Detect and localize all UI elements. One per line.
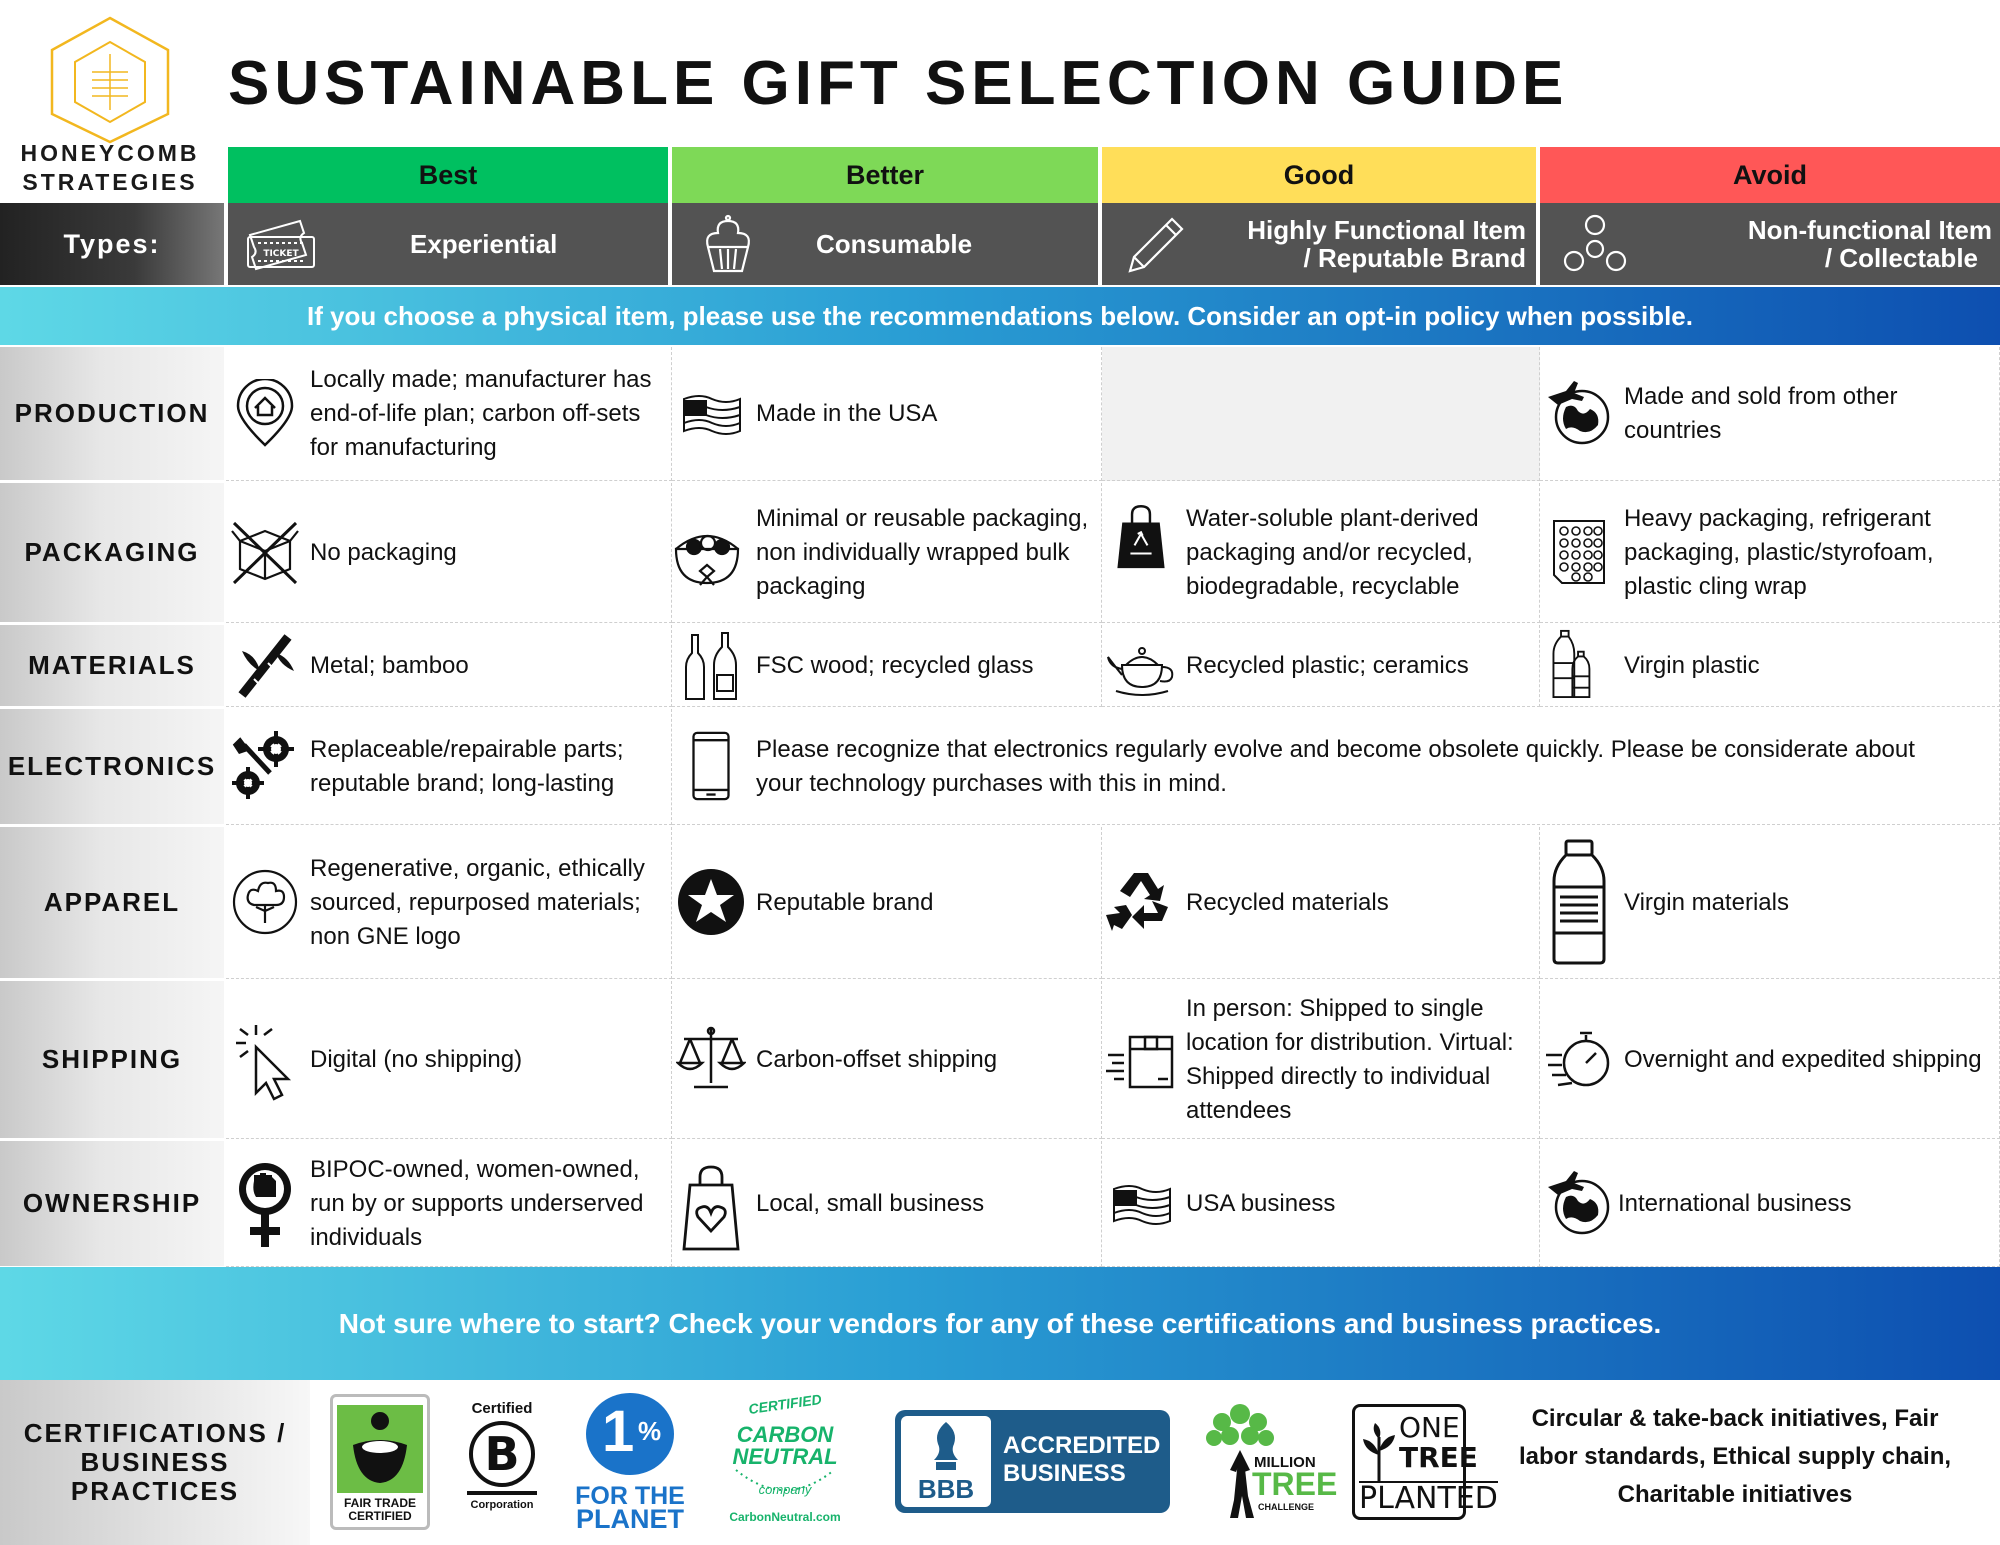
apparel-best-text: Regenerative, organic, ethically sourced, repurposed materials; non GNE logo — [310, 854, 645, 950]
apparel-good-cell — [1102, 827, 1540, 979]
one-percent-line2: PLANET — [576, 1504, 684, 1534]
fast-box-icon — [1106, 1025, 1176, 1095]
ownership-good-text: USA business — [1186, 1189, 1336, 1217]
b-corp-letter: B — [469, 1421, 535, 1487]
materials-best-cell — [226, 625, 672, 707]
bottom-banner: Not sure where to start? Check your vendors for any of these certifications and business practices. — [0, 1267, 2000, 1380]
tier-best: Best — [228, 147, 668, 203]
type-consumable — [672, 203, 1098, 285]
cotton-icon — [230, 867, 300, 937]
million-line1: MILLION — [1254, 1454, 1316, 1471]
carbon-line2: NEUTRAL — [732, 1444, 838, 1469]
materials-better-cell — [672, 625, 1102, 707]
shipping-best-cell — [226, 981, 672, 1139]
cupcake-icon — [686, 213, 768, 275]
cursor-click-icon — [230, 1021, 300, 1101]
materials-better-text: FSC wood; recycled glass — [756, 651, 1034, 679]
globe-airplane-icon — [1544, 377, 1614, 447]
smartphone-icon — [676, 731, 746, 801]
water-bottle-icon — [1544, 837, 1614, 967]
otp-line1: ONE — [1399, 1411, 1460, 1444]
type-functional-line2: / Reputable Brand — [1303, 243, 1526, 273]
us-flag-icon — [1106, 1169, 1176, 1239]
fidget-spinner-icon — [1554, 213, 1636, 275]
shipping-avoid-text: Overnight and expedited shipping — [1624, 1045, 1982, 1073]
ownership-better-cell — [672, 1141, 1102, 1267]
row-label-packaging: PACKAGING — [0, 483, 224, 623]
one-percent-number: 1 — [602, 1399, 635, 1464]
star-badge-icon — [676, 867, 746, 937]
packaging-avoid-cell — [1540, 483, 2000, 623]
certifications-label-line3: PRACTICES — [70, 1476, 240, 1506]
ticket-icon — [242, 213, 324, 275]
packaging-avoid-text: Heavy packaging, refrigerant packaging, plastic/styrofoam, plastic cling wrap — [1624, 504, 1934, 600]
tier-good: Good — [1102, 147, 1536, 203]
packaging-best-cell — [226, 483, 672, 623]
certifications-label — [0, 1380, 310, 1545]
page-title: SUSTAINABLE GIFT SELECTION GUIDE — [228, 49, 1569, 118]
brand-line-2: STRATEGIES — [22, 169, 198, 195]
million-tree-logo — [1200, 1400, 1338, 1530]
ownership-avoid-cell — [1540, 1141, 2000, 1267]
balance-scale-icon — [676, 1023, 746, 1093]
type-non-functional-line1: Non-functional Item — [1747, 215, 1992, 245]
carbon-arc-dots-icon — [730, 1466, 840, 1506]
gift-basket-icon — [672, 519, 742, 589]
recycle-icon — [1106, 867, 1176, 937]
pencil-icon — [1116, 213, 1198, 275]
us-flag-icon — [676, 379, 746, 449]
plastic-bottles-icon — [1544, 629, 1614, 699]
carbon-neutral-logo — [720, 1390, 850, 1534]
apparel-good-text: Recycled materials — [1186, 888, 1389, 916]
packaging-best-text: No packaging — [310, 538, 457, 566]
type-experiential — [228, 203, 668, 285]
bbb-accredited-logo — [895, 1410, 1170, 1513]
row-label-shipping: SHIPPING — [0, 981, 224, 1139]
sapling-icon — [1361, 1421, 1397, 1485]
certifications-label-line1: CERTIFICATIONS / — [23, 1418, 287, 1448]
fair-trade-logo — [330, 1394, 430, 1530]
carbon-arc-text: CERTIFIED — [747, 1390, 823, 1418]
b-corp-logo — [460, 1400, 544, 1520]
production-avoid-text: Made and sold from other countries — [1624, 382, 1898, 444]
bubble-wrap-icon — [1544, 517, 1614, 587]
electronics-note-text: Please recognize that electronics regularly evolve and become obsolete quickly. Please be considerate about your technology purchases with this in mind. — [756, 735, 1915, 797]
ownership-better-text: Local, small business — [756, 1189, 985, 1217]
heart-bag-icon — [676, 1163, 746, 1253]
production-avoid-cell — [1540, 347, 2000, 481]
otp-line2: TREE — [1399, 1441, 1478, 1474]
honeycomb-hexagon-icon — [40, 14, 180, 144]
materials-good-text: Recycled plastic; ceramics — [1186, 651, 1469, 679]
practices-line3: Charitable initiatives — [1617, 1481, 1853, 1508]
materials-avoid-text: Virgin plastic — [1624, 651, 1760, 679]
row-label-electronics: ELECTRONICS — [0, 709, 224, 825]
globe-airplane-icon — [1544, 1167, 1614, 1237]
electronics-best-text: Replaceable/repairable parts; reputable brand; long-lasting — [310, 735, 624, 797]
ownership-avoid-text: International business — [1618, 1189, 1852, 1217]
bbb-line1: ACCREDITED — [1003, 1432, 1161, 1459]
fair-trade-line2: CERTIFIED — [348, 1509, 412, 1523]
business-practices-text — [1490, 1400, 1980, 1514]
recycle-bag-icon — [1106, 503, 1176, 573]
one-tree-planted-logo — [1352, 1404, 1498, 1520]
fair-trade-line1: FAIR TRADE — [344, 1496, 416, 1510]
production-best-cell — [226, 347, 672, 481]
location-home-icon — [230, 379, 300, 449]
production-good-cell — [1102, 347, 1540, 481]
electronics-best-cell — [226, 709, 672, 825]
type-functional — [1102, 203, 1536, 285]
practices-line1: Circular & take-back initiatives, Fair — [1531, 1405, 1939, 1432]
type-non-functional-line2: / Collectable — [1824, 243, 1978, 273]
one-percent-sign: % — [638, 1416, 662, 1446]
row-label-materials: MATERIALS — [0, 625, 224, 707]
types-label: Types: — [0, 203, 224, 285]
shipping-better-cell — [672, 981, 1102, 1139]
fair-trade-emblem-icon — [333, 1401, 427, 1497]
shipping-best-text: Digital (no shipping) — [310, 1045, 523, 1073]
certifications-label-line2: BUSINESS — [80, 1447, 230, 1477]
bbb-torch-icon — [916, 1420, 976, 1472]
apparel-best-cell — [226, 827, 672, 979]
bbb-line2: BUSINESS — [1003, 1460, 1126, 1487]
apparel-avoid-cell — [1540, 827, 2000, 979]
materials-best-text: Metal; bamboo — [310, 651, 469, 679]
one-percent-line1: FOR THE — [575, 1482, 685, 1510]
materials-avoid-cell — [1540, 625, 2000, 707]
million-line3: CHALLENGE — [1258, 1502, 1314, 1512]
carbon-line1: CARBON — [736, 1422, 834, 1447]
tier-avoid: Avoid — [1540, 147, 2000, 203]
top-banner: If you choose a physical item, please use the recommendations below. Consider an opt-in policy when possible. — [0, 287, 2000, 345]
type-functional-line1: Highly Functional Item — [1247, 215, 1526, 245]
brand-line-1: HONEYCOMB — [20, 140, 200, 166]
row-label-ownership: OWNERSHIP — [0, 1141, 224, 1267]
apparel-better-cell — [672, 827, 1102, 979]
packaging-better-text: Minimal or reusable packaging, non individually wrapped bulk packaging — [756, 504, 1089, 600]
production-better-cell — [672, 347, 1102, 481]
ownership-best-cell — [226, 1141, 672, 1267]
carbon-url: CarbonNeutral.com — [729, 1510, 841, 1524]
type-experiential-label: Experiential — [410, 229, 558, 259]
shipping-good-text: In person: Shipped to single location for distribution. Virtual: Shipped directly to individual attendees — [1186, 994, 1514, 1124]
production-better-text: Made in the USA — [756, 399, 938, 427]
electronics-better-span-cell — [672, 709, 2000, 825]
practices-line2: labor standards, Ethical supply chain, — [1518, 1443, 1952, 1470]
apparel-better-text: Reputable brand — [756, 888, 934, 916]
shipping-better-text: Carbon-offset shipping — [756, 1045, 998, 1073]
ownership-good-cell — [1102, 1141, 1540, 1267]
packaging-good-text: Water-soluble plant-derived packaging and/or recycled, biodegradable, recyclable — [1186, 504, 1479, 600]
row-label-apparel: APPAREL — [0, 827, 224, 979]
stopwatch-icon — [1544, 1025, 1614, 1095]
packaging-better-cell — [672, 483, 1102, 623]
type-non-functional — [1540, 203, 2000, 285]
bbb-mark-text: BBB — [917, 1474, 975, 1504]
svg-text:TICKET: TICKET — [263, 249, 299, 259]
honeycomb-logo — [20, 14, 200, 200]
b-corp-top-text: Certified — [471, 1400, 533, 1417]
row-label-production: PRODUCTION — [0, 347, 224, 481]
crossed-box-icon — [230, 517, 300, 587]
apparel-avoid-text: Virgin materials — [1624, 888, 1789, 916]
female-fist-icon — [230, 1159, 300, 1249]
type-consumable-label: Consumable — [816, 229, 973, 259]
packaging-good-cell — [1102, 483, 1540, 623]
b-corp-bottom-text: Corporation — [470, 1499, 534, 1511]
ownership-best-text: BIPOC-owned, women-owned, run by or supports underserved individuals — [310, 1155, 644, 1251]
production-best-text: Locally made; manufacturer has end-of-life plan; carbon off-sets for manufacturing — [310, 365, 652, 461]
gears-wrench-icon — [230, 731, 300, 801]
shipping-good-cell — [1102, 981, 1540, 1139]
bamboo-icon — [230, 631, 300, 701]
one-percent-planet-logo — [570, 1392, 690, 1536]
tier-better: Better — [672, 147, 1098, 203]
shipping-avoid-cell — [1540, 981, 2000, 1139]
carbon-company: company — [758, 1482, 812, 1497]
million-line2: TREE — [1252, 1466, 1338, 1502]
teapot-icon — [1106, 631, 1176, 701]
glass-bottles-icon — [676, 631, 746, 701]
otp-line3: PLANTED — [1359, 1481, 1498, 1516]
materials-good-cell — [1102, 625, 1540, 707]
